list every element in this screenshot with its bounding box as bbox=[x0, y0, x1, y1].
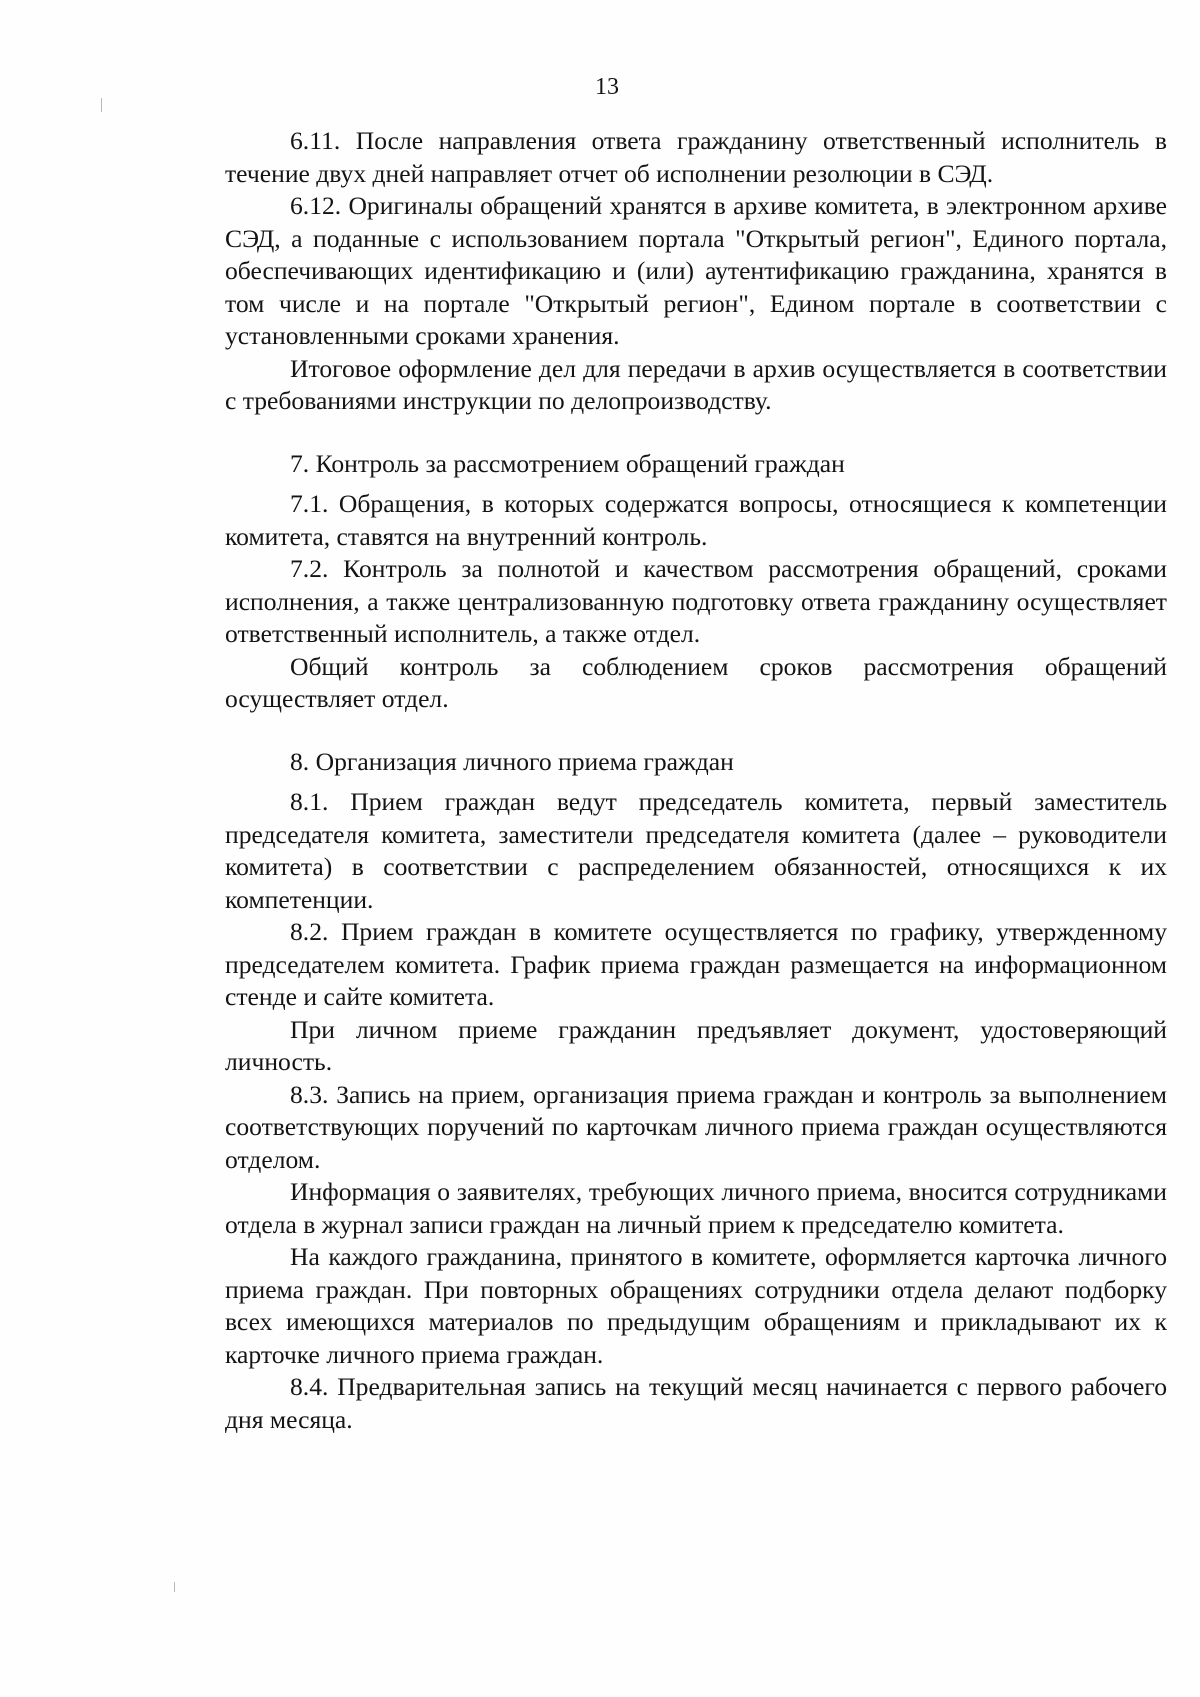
scan-margin-mark bbox=[174, 1582, 175, 1592]
paragraph-6-11: 6.11. После направления ответа гражданину ответственный исполнитель в течение двух дней направляет отчет об исполнении резолюции в СЭД. bbox=[225, 126, 1167, 188]
paragraph-archive-registration: Итоговое оформление дел для передачи в архив осуществляется в соответствии с требованиями инструкции по делопроизводству. bbox=[225, 353, 1167, 415]
section-gap bbox=[225, 716, 1167, 746]
section-gap bbox=[225, 418, 1167, 448]
paragraph-applicant-info: Информация о заявителях, требующих личного приема, вносится сотрудниками отдела в журнал записи граждан на личный прием к председателю комитета. bbox=[225, 1177, 1167, 1239]
paragraph-8-4: 8.4. Предварительная запись на текущий месяц начинается с первого рабочего дня месяца. bbox=[225, 1372, 1167, 1434]
paragraph-8-3: 8.3. Запись на прием, организация приема граждан и контроль за выполнением соответствующих поручений по карточкам личного приема граждан осуществляются отделом. bbox=[225, 1079, 1167, 1174]
heading-gap bbox=[225, 778, 1167, 786]
document-body bbox=[225, 125, 1167, 1436]
paragraph-7-2: 7.2. Контроль за полнотой и качеством рассмотрения обращений, сроками исполнения, а также централизованную подготовку ответа гражданину осуществляет ответственный исполнитель, а также отдел. bbox=[225, 554, 1167, 648]
heading-gap bbox=[225, 480, 1167, 488]
paragraph-reception-card: На каждого гражданина, принятого в комитете, оформляется карточка личного приема граждан. При повторных обращениях сотрудники отдела делают подборку всех имеющихся материалов по предыдущим обращениям и прикладывают их к карточке личного приема граждан. bbox=[225, 1242, 1167, 1369]
paragraph-7-1: 7.1. Обращения, в которых содержатся вопросы, относящиеся к компетенции комитета, ставятся на внутренний контроль. bbox=[225, 489, 1167, 551]
paragraph-6-12: 6.12. Оригиналы обращений хранятся в архиве комитета, в электронном архиве СЭД, а поданные с использованием портала "Открытый регион", Единого портала, обеспечивающих идентификацию и (или) аутентификацию гражданина, хранятся в том числе и на портале "Открытый регион", Едином портале в соответствии с установленными сроками хранения. bbox=[225, 191, 1167, 350]
paragraph-8-2: 8.2. Прием граждан в комитете осуществляется по графику, утвержденному председателем комитета. График приема граждан размещается на информационном стенде и сайте комитета. bbox=[225, 917, 1167, 1011]
section-heading-7: 7. Контроль за рассмотрением обращений граждан bbox=[290, 448, 845, 478]
paragraph-identity-document: При личном приеме гражданин предъявляет документ, удостоверяющий личность. bbox=[225, 1014, 1167, 1076]
page-number: 13 bbox=[595, 74, 619, 100]
section-heading-8: 8. Организация личного приема граждан bbox=[290, 746, 734, 776]
paragraph-general-control: Общий контроль за соблюдением сроков рассмотрения обращений осуществляет отдел. bbox=[225, 651, 1167, 713]
paragraph-8-1: 8.1. Прием граждан ведут председатель комитета, первый заместитель председателя комитета, заместители председателя комитета (далее – руководители комитета) в соответствии с распределением обязанностей, относящихся к их компетенции. bbox=[225, 787, 1167, 914]
scan-margin-mark bbox=[101, 98, 102, 112]
